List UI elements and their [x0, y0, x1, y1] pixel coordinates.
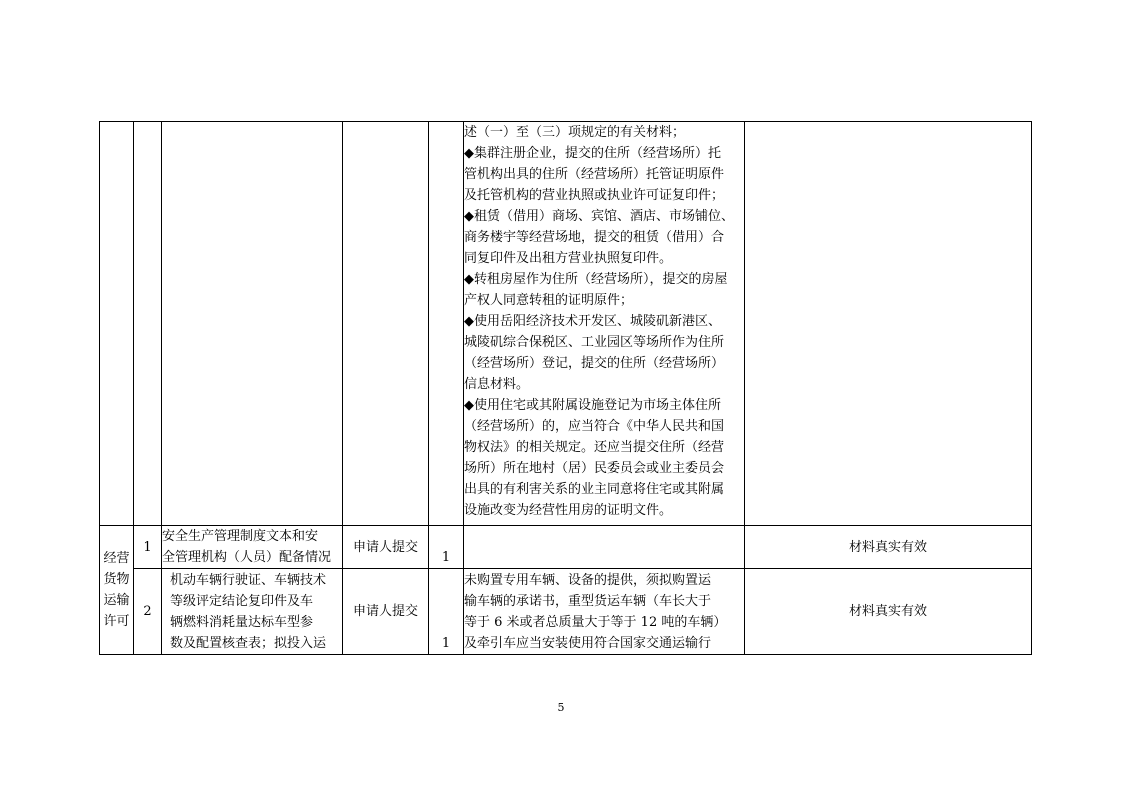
index-cell-empty: [134, 122, 162, 526]
material-detail-line: 输车辆的承诺书，重型货运车辆（车长大于: [464, 593, 712, 609]
row-index: 2: [134, 569, 162, 655]
name-cell-empty: [162, 122, 343, 526]
material-line: （经营场所）的，应当符合《中华人民共和国: [464, 419, 725, 434]
material-line: ◆使用岳阳经济技术开发区、城陵矶新港区、: [464, 314, 721, 329]
material-requirement: 材料真实有效: [745, 569, 1032, 655]
material-name-line: 等级评定结论复印件及车: [170, 593, 314, 609]
material-name-line: 机动车辆行驶证、车辆技术: [170, 572, 327, 588]
material-line: （经营场所）登记，提交的住所（经营场所）: [464, 356, 725, 371]
material-requirement: 材料真实有效: [745, 526, 1032, 569]
category-line: 许可: [103, 614, 130, 629]
category-cell-empty: [100, 122, 134, 526]
quantity-cell-empty: [429, 122, 464, 526]
material-detail-empty: [464, 526, 745, 569]
material-line: 产权人同意转租的证明原件；: [464, 293, 634, 308]
category-line: 货物: [103, 572, 130, 587]
material-name: [162, 526, 343, 569]
material-line: 同复印件及出租方营业执照复印件。: [464, 251, 673, 266]
category-line: 运输: [103, 593, 130, 608]
material-line: 商务楼宇等经营场地，提交的租赁（借用）合: [464, 230, 725, 245]
category-line: 经营: [103, 551, 130, 566]
table-row: [100, 526, 1032, 569]
category-cell: [100, 526, 134, 655]
table-row-continued: [100, 122, 1032, 526]
material-line: ◆租赁（借用）商场、宾馆、酒店、市场铺位、: [464, 209, 734, 224]
row-index: 1: [134, 526, 162, 569]
material-source: 申请人提交: [343, 526, 429, 569]
material-line: ◆集群注册企业，提交的住所（经营场所）托: [464, 146, 721, 161]
material-line: 管机构出具的住所（经营场所）托管证明原件: [464, 167, 725, 182]
material-detail-line: 等于 6 米或者总质量大于等于 12 吨的车辆）: [464, 614, 727, 630]
materials-table: [99, 121, 1032, 655]
material-quantity: 1: [429, 526, 464, 569]
source-cell-empty: [343, 122, 429, 526]
material-line: 设施改变为经营性用房的证明文件。: [464, 503, 673, 518]
material-line: 及托管机构的营业执照或执业许可证复印件；: [464, 188, 725, 203]
material-name-line: 全管理机构（人员）配备情况: [162, 550, 332, 565]
material-line: ◆使用住宅或其附属设施登记为市场主体住所: [464, 398, 721, 413]
material-line: 出具的有利害关系的业主同意将住宅或其附属: [464, 482, 725, 497]
material-line: ◆转租房屋作为住所（经营场所），提交的房屋: [464, 272, 728, 287]
table-row: [100, 569, 1032, 655]
requirement-cell-empty: [745, 122, 1032, 526]
material-source: 申请人提交: [343, 569, 429, 655]
material-line: 信息材料。: [464, 377, 530, 392]
material-detail-line: 及牵引车应当安装使用符合国家交通运输行: [464, 635, 712, 651]
material-line: 物权法》的相关规定。还应当提交住所（经营: [464, 440, 725, 455]
page-number: 5: [557, 701, 565, 714]
material-line: 城陵矶综合保税区、工业园区等场所作为住所: [464, 335, 725, 350]
material-requirements-list: [464, 122, 745, 526]
material-detail: [464, 569, 745, 655]
material-name: [162, 569, 343, 655]
material-quantity: 1: [429, 569, 464, 655]
material-line: 述（一）至（三）项规定的有关材料；: [464, 125, 686, 140]
material-detail-line: 未购置专用车辆、设备的提供，须拟购置运: [464, 572, 712, 588]
material-name-line: 安全生产管理制度文本和安: [162, 529, 319, 544]
material-name-line: 数及配置核查表；拟投入运: [170, 635, 327, 651]
material-name-line: 辆燃料消耗量达标车型参: [170, 614, 314, 630]
material-line: 场所）所在地村（居）民委员会或业主委员会: [464, 461, 725, 476]
